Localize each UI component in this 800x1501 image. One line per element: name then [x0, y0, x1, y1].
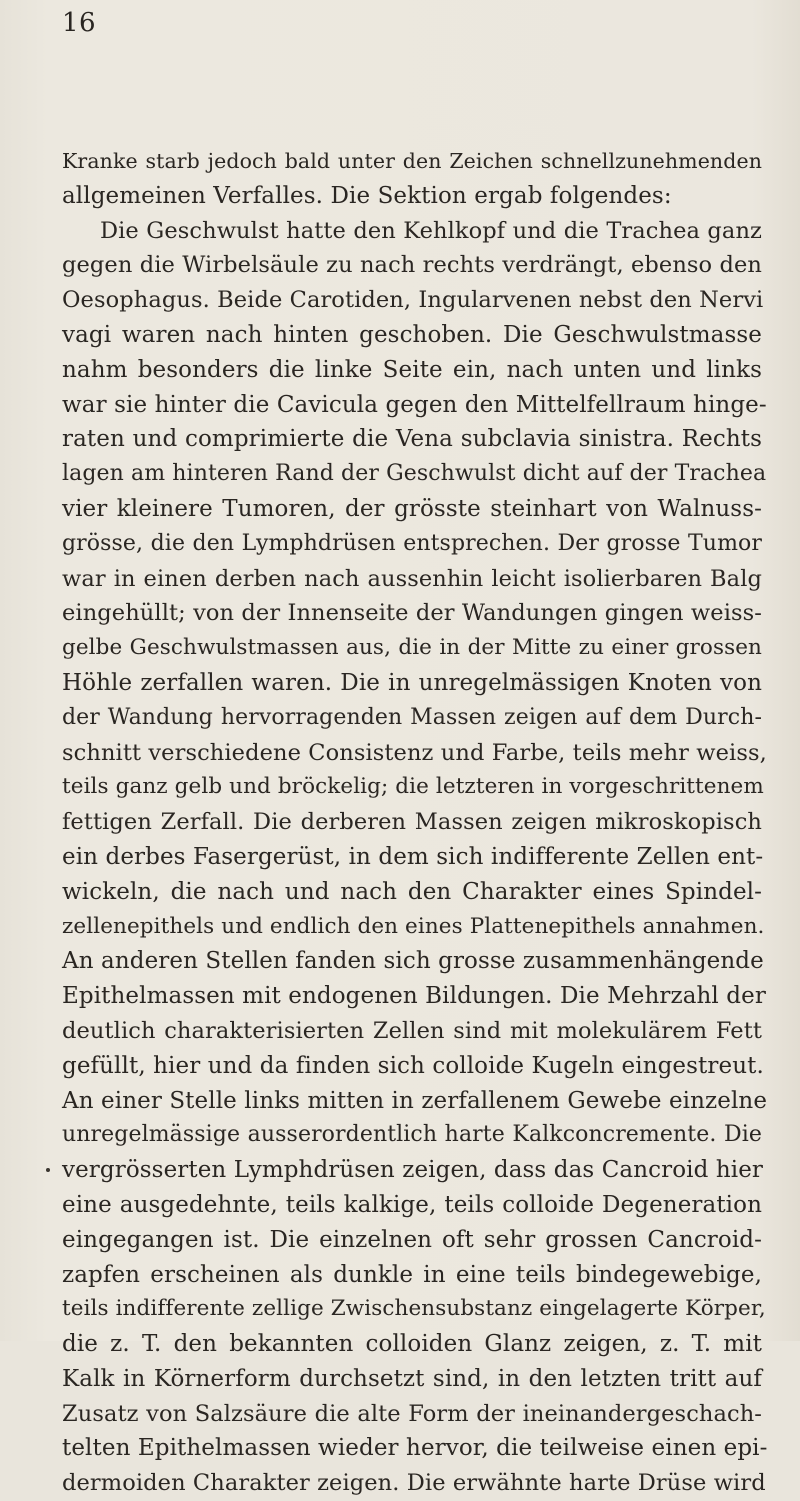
text-line: wickeln, die nach und nach den Charakter eines Spindel-	[62, 878, 762, 905]
text-line: lagen am hinteren Rand der Geschwulst dicht auf der Trachea	[62, 461, 767, 487]
text-line: zapfen erscheinen als dunkle in eine teils bindegewebige,	[62, 1261, 762, 1288]
text-line: eingehüllt; von der Innenseite der Wandungen gingen weiss-	[62, 600, 762, 627]
text-line: der Wandung hervorragenden Massen zeigen auf dem Durch-	[62, 704, 762, 730]
text-line: deutlich charakterisierten Zellen sind mit molekulärem Fett	[62, 1017, 762, 1044]
text-line: An anderen Stellen fanden sich grosse zusammenhängende	[62, 948, 764, 975]
text-line: Kalk in Körnerform durchsetzt sind, in den letzten tritt auf	[62, 1365, 762, 1392]
text-line: Oesophagus. Beide Carotiden, Ingularvenen nebst den Nervi	[62, 287, 764, 314]
page-number: 16	[62, 8, 97, 38]
text-line: Epithelmassen mit endogenen Bildungen. Die Mehrzahl der	[62, 983, 766, 1010]
text-line: dermoiden Charakter zeigen. Die erwähnte harte Drüse wird	[62, 1470, 766, 1497]
text-line: nahm besonders die linke Seite ein, nach unten und links	[62, 356, 762, 383]
text-line: grösse, die den Lymphdrüsen entsprechen. Der grosse Tumor	[62, 530, 762, 556]
text-line: gefüllt, hier und da finden sich colloide Kugeln eingestreut.	[62, 1052, 764, 1079]
text-line: teils indifferente zellige Zwischensubstanz eingelagerte Körper,	[62, 1296, 766, 1322]
text-line: Zusatz von Salzsäure die alte Form der ineinandergeschach-	[62, 1400, 762, 1427]
text-line: unregelmässige ausserordentlich harte Kalkconcremente. Die	[62, 1122, 762, 1148]
text-line: fettigen Zerfall. Die derberen Massen zeigen mikroskopisch	[62, 809, 762, 836]
text-line: Die Geschwulst hatte den Kehlkopf und die Trachea ganz	[100, 217, 762, 244]
margin-mark	[46, 1168, 50, 1172]
text-line: die z. T. den bekannten colloiden Glanz zeigen, z. T. mit	[62, 1331, 762, 1358]
text-line: allgemeinen Verfalles. Die Sektion ergab folgendes:	[62, 182, 672, 209]
text-line: An einer Stelle links mitten in zerfallenem Gewebe einzelne	[62, 1087, 768, 1114]
text-line: Kranke starb jedoch bald unter den Zeichen schnellzunehmenden	[62, 149, 762, 173]
body-text	[62, 144, 768, 1501]
text-line: gelbe Geschwulstmassen aus, die in der Mitte zu einer grossen	[62, 635, 762, 661]
text-line: telten Epithelmassen wieder hervor, die teilweise einen epi-	[62, 1435, 768, 1462]
text-line: vier kleinere Tumoren, der grösste steinhart von Walnuss-	[62, 495, 762, 522]
text-line: ein derbes Fasergerüst, in dem sich indifferente Zellen ent-	[62, 843, 764, 870]
text-line: gegen die Wirbelsäule zu nach rechts verdrängt, ebenso den	[62, 252, 762, 279]
text-line: schnitt verschiedene Consistenz und Farbe, teils mehr weiss,	[62, 739, 767, 766]
text-line: war in einen derben nach aussenhin leicht isolierbaren Balg	[62, 565, 762, 592]
text-line: teils ganz gelb und bröckelig; die letzteren in vorgeschrittenem	[62, 774, 764, 800]
text-line: war sie hinter die Cavicula gegen den Mittelfellraum hinge-	[62, 391, 767, 418]
text-line: vagi waren nach hinten geschoben. Die Geschwulstmasse	[62, 321, 762, 348]
text-line: eingegangen ist. Die einzelnen oft sehr grossen Cancroid-	[62, 1226, 762, 1253]
text-line: raten und comprimierte die Vena subclavia sinistra. Rechts	[62, 426, 762, 453]
text-line: eine ausgedehnte, teils kalkige, teils colloide Degeneration	[62, 1191, 762, 1218]
text-line: Höhle zerfallen waren. Die in unregelmässigen Knoten von	[62, 669, 762, 696]
text-line: vergrösserten Lymphdrüsen zeigen, dass das Cancroid hier	[62, 1157, 764, 1184]
text-line: zellenepithels und endlich den eines Plattenepithels annahmen.	[62, 913, 765, 939]
